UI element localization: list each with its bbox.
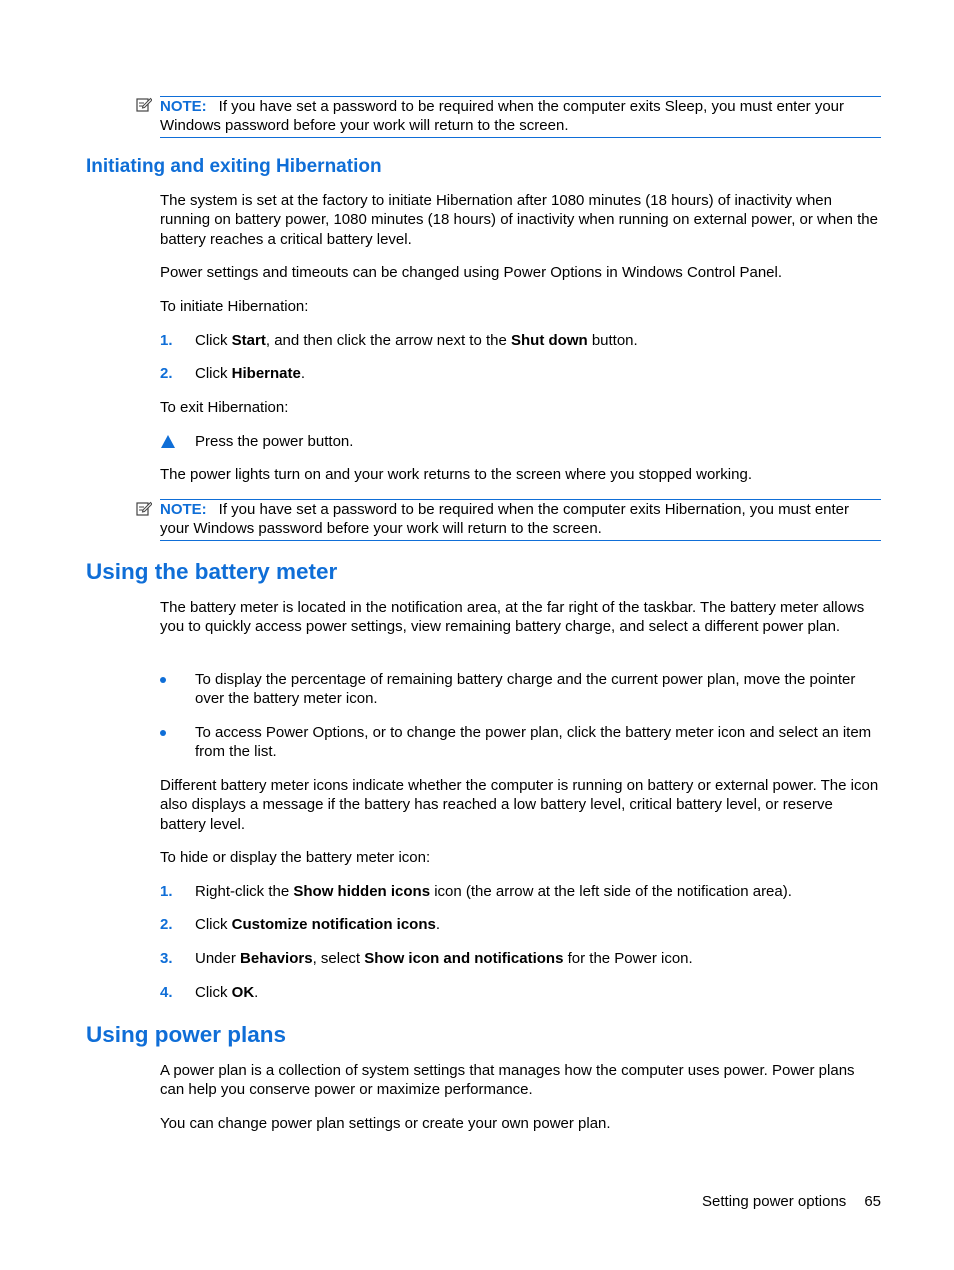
note-box-sleep	[160, 96, 881, 138]
paragraph: You can change power plan settings or create your own power plan.	[160, 1115, 611, 1132]
list-item: 1. Click Start, and then click the arrow next to the Shut down button.	[160, 332, 638, 349]
paragraph: Power settings and timeouts can be changed using Power Options in Windows Control Panel.	[160, 264, 783, 281]
step-number: 2.	[160, 365, 173, 382]
note-box-hibernation	[160, 499, 881, 541]
dot-bullet-icon	[160, 730, 166, 736]
note-label: NOTE:	[160, 98, 207, 115]
note-text: If you have set a password to be required when the computer exits Hibernation, you must enter your Windows password before your work will return to the screen.	[160, 501, 850, 538]
list-item: Press the power button.	[160, 432, 882, 451]
page-number: 65	[864, 1193, 881, 1210]
paragraph: The system is set at the factory to initiate Hibernation after 1080 minutes (18 hours) of inactivity when running on battery power, 1080 minutes (18 hours) of inactivity when running on external power, or when the battery reaches a critical battery level.	[160, 192, 878, 248]
section-heading-power-plans: Using power plans	[86, 1022, 287, 1047]
list-item: 2. Click Customize notification icons.	[160, 916, 441, 933]
step-number: 1.	[160, 883, 173, 900]
note-text: If you have set a password to be required when the computer exits Sleep, you must enter your Windows password before your work will return to the screen.	[160, 98, 845, 135]
page-footer	[702, 1193, 881, 1210]
paragraph: Different battery meter icons indicate whether the computer is running on battery or external power. The icon also displays a message if the battery has reached a low battery level, critical battery level, or reserve battery level.	[160, 777, 879, 833]
paragraph: To hide or display the battery meter icon:	[160, 849, 431, 866]
section-heading-hibernation: Initiating and exiting Hibernation	[86, 156, 382, 177]
step-number: 2.	[160, 916, 173, 933]
paragraph: To exit Hibernation:	[160, 399, 289, 416]
list-item: To access Power Options, or to change the power plan, click the battery meter icon and select an item from the list.	[160, 723, 882, 762]
note-pencil-icon	[136, 501, 152, 517]
paragraph: The power lights turn on and your work returns to the screen where you stopped working.	[160, 466, 752, 483]
step-number: 3.	[160, 950, 173, 967]
section-heading-battery-meter: Using the battery meter	[86, 559, 338, 584]
step-number: 4.	[160, 984, 173, 1001]
list-item: To display the percentage of remaining battery charge and the current power plan, move the pointer over the battery meter icon.	[160, 670, 882, 709]
paragraph: To initiate Hibernation:	[160, 298, 309, 315]
step-number: 1.	[160, 332, 173, 349]
list-item: 3. Under Behaviors, select Show icon and notifications for the Power icon.	[160, 950, 693, 967]
note-pencil-icon	[136, 97, 152, 113]
dot-bullet-icon	[160, 677, 166, 683]
footer-section-title: Setting power options	[702, 1193, 847, 1210]
paragraph: A power plan is a collection of system settings that manages how the computer uses power. Power plans can help you conserve power or maximize performance.	[160, 1062, 855, 1099]
list-item: 2. Click Hibernate.	[160, 365, 306, 382]
list-item: 1. Right-click the Show hidden icons icon (the arrow at the left side of the notification area).	[160, 883, 792, 900]
paragraph: The battery meter is located in the notification area, at the far right of the taskbar. The battery meter allows you to quickly access power settings, view remaining battery charge, and select a different power plan.	[160, 599, 865, 636]
triangle-bullet-icon	[161, 435, 175, 448]
note-label: NOTE:	[160, 501, 207, 518]
list-item: 4. Click OK.	[160, 984, 259, 1001]
